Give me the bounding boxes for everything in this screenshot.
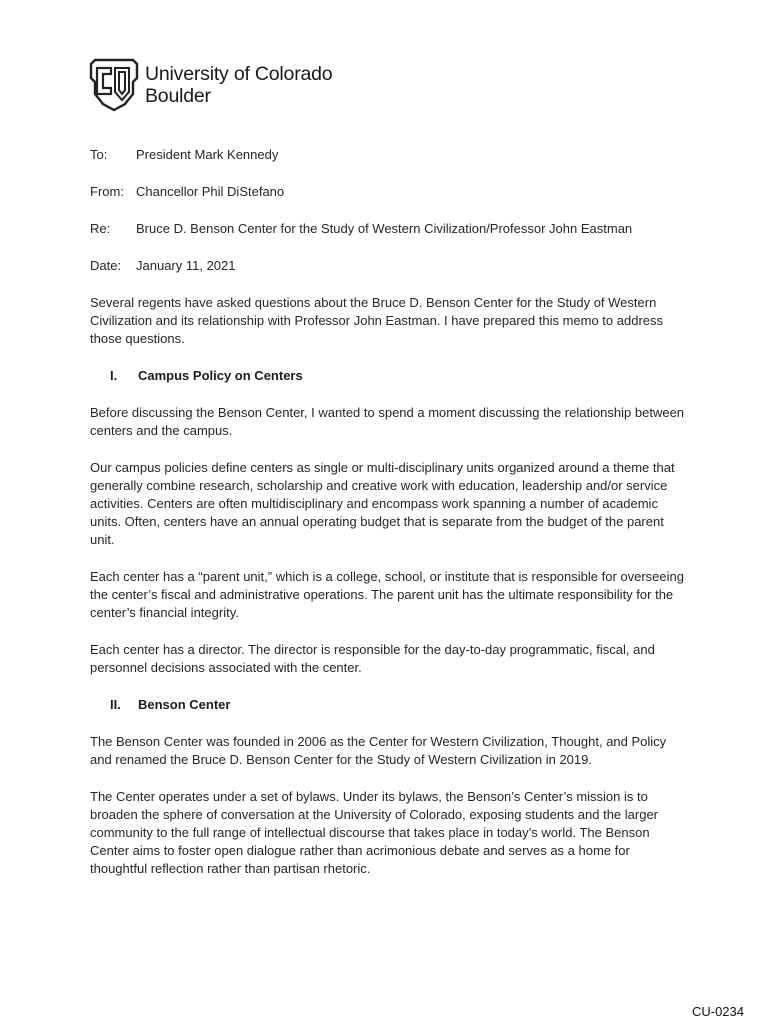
- to-label: To:: [90, 147, 108, 162]
- from-label: From:: [90, 184, 124, 199]
- from-value: Chancellor Phil DiStefano: [136, 184, 285, 199]
- intro-paragraph: Several regents have asked questions about the Bruce D. Benson Center for the Study of Western Civilization and its relationship with Professor John Eastman. I have prepared this memo to address those questions.: [90, 295, 664, 346]
- section-number: II.: [110, 697, 121, 712]
- re-value: Bruce D. Benson Center for the Study of Western Civilization/Professor John Eastman: [136, 221, 633, 236]
- logo-university-name: University of Colorado: [145, 63, 333, 85]
- university-logo: [89, 58, 332, 112]
- paragraph: The Center operates under a set of bylaws. Under its bylaws, the Benson’s Center’s mission is to broaden the sphere of conversation at the University of Colorado, exposing students and the larger community to the full range of intellectual discourse that takes place in today’s world. The Benson Center aims to foster open dialogue rather than acrimonious debate and serves as a home for thoughtful reflection rather than partisan rhetoric.: [90, 789, 659, 876]
- re-row: [90, 220, 690, 238]
- logo-campus-name: Boulder: [145, 85, 211, 107]
- to-value: President Mark Kennedy: [136, 147, 279, 162]
- paragraph: Each center has a “parent unit,” which is a college, school, or institute that is responsible for overseeing the center’s fiscal and administrative operations. The parent unit has the ultimate responsibility for the center’s financial integrity.: [90, 569, 684, 620]
- date-row: [90, 257, 690, 275]
- section-heading-campus-policy: [90, 367, 690, 385]
- section-title: Benson Center: [138, 697, 231, 712]
- memo-body: [90, 146, 690, 897]
- section-heading-benson-center: [90, 696, 690, 714]
- from-row: [90, 183, 690, 201]
- paragraph: Before discussing the Benson Center, I wanted to spend a moment discussing the relationship between centers and the campus.: [90, 405, 685, 438]
- to-row: [90, 146, 690, 164]
- paragraph: Each center has a director. The director is responsible for the day-to-day programmatic, fiscal, and personnel decisions associated with the center.: [90, 642, 655, 675]
- cu-monogram-icon: [89, 58, 139, 112]
- date-value: January 11, 2021: [136, 258, 236, 273]
- section-number: I.: [110, 368, 118, 383]
- paragraph: Our campus policies define centers as single or multi-disciplinary units organized around a theme that generally combine research, scholarship and creative work with education, leadership and/or service activities. Centers are often multidisciplinary and encompass work spanning a number of academic units. Often, centers have an annual operating budget that is separate from the budget of the parent unit.: [90, 460, 675, 547]
- re-label: Re:: [90, 221, 111, 236]
- document-id: CU-0234: [691, 1004, 744, 1019]
- paragraph: The Benson Center was founded in 2006 as the Center for Western Civilization, Thought, and Policy and renamed the Bruce D. Benson Center for the Study of Western Civilization in 2019.: [90, 734, 667, 767]
- section-title: Campus Policy on Centers: [138, 368, 303, 383]
- date-label: Date:: [90, 258, 122, 273]
